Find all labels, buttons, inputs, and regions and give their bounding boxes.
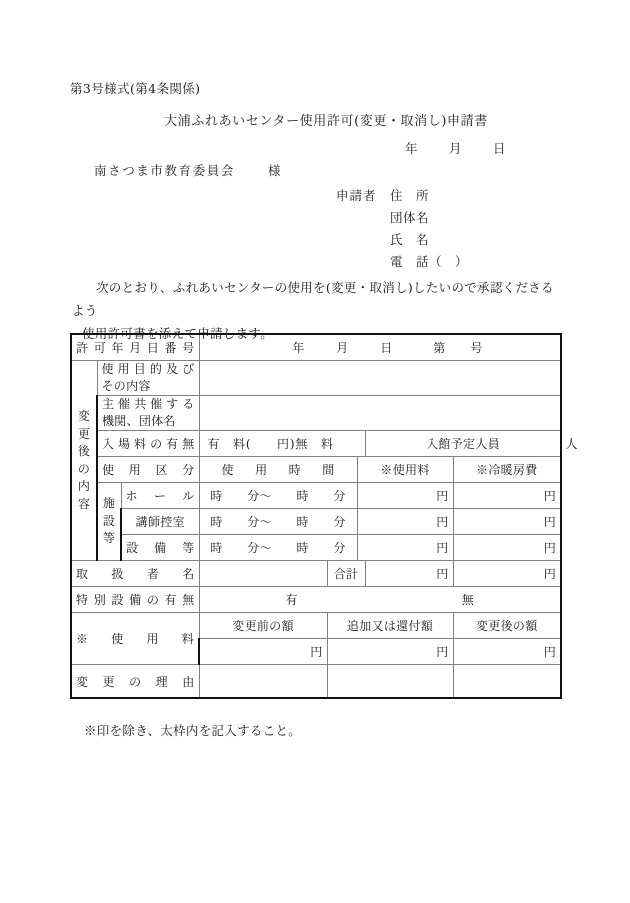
fee-before-unit: 円 [310, 645, 323, 659]
purpose-label-line-1: 使用目的及び [101, 362, 195, 376]
date-day-label: 日 [493, 141, 507, 156]
table-row-purpose [71, 361, 561, 396]
table-row-facility [71, 535, 561, 561]
applicant-spacer-3 [336, 251, 390, 273]
body-line-1: 次のとおり、ふれあいセンターの使用を(変更・取消し)したいので承認くださるよう [72, 280, 554, 318]
applicant-address-label: 住 所 [390, 188, 430, 203]
addressee: 南さつま市教育委員会 [94, 163, 236, 178]
facility-fee-unit-2: 円 [436, 541, 449, 555]
facility-vertical-char-3: 等 [102, 531, 116, 546]
usage-hvac-header: ※冷暖房費 [453, 457, 561, 483]
permit-value-cell[interactable] [199, 334, 561, 361]
table-row-facility [71, 509, 561, 535]
table-row-organizer [71, 396, 561, 431]
section-vertical-char-1: 変 [77, 409, 91, 423]
facility-vertical-char-2: 設 [102, 513, 116, 528]
applicant-group-row [336, 207, 468, 229]
table-row-reason [71, 665, 561, 699]
usage-division-header: 使用区分 [97, 457, 199, 483]
purpose-label-line-2: その内容 [101, 379, 151, 393]
purpose-label [97, 361, 199, 396]
section-vertical-char-2: 更 [77, 426, 91, 441]
applicant-spacer-2 [336, 229, 390, 251]
organizer-label-line-1: 主催共催する [102, 397, 195, 411]
form-number: 第3号様式(第4条関係) [70, 81, 201, 96]
permit-no-prefix: 第 [433, 341, 446, 355]
handler-value[interactable] [199, 561, 327, 587]
usage-fee-header: ※使用料 [357, 457, 453, 483]
facility-fee-unit-0: 円 [436, 489, 449, 503]
application-table [70, 333, 578, 699]
reason-label: 変更の理由 [71, 665, 199, 699]
table-row-fee-change-header [71, 613, 561, 639]
facility-fee-1[interactable] [357, 509, 453, 535]
table-row-usage-header [71, 457, 561, 483]
fee-col-before-header: 変更前の額 [199, 613, 327, 639]
reason-value-2[interactable] [327, 665, 453, 699]
footnote: ※印を除き、太枠内を記入すること。 [84, 723, 302, 738]
special-equipment-options[interactable] [199, 587, 561, 613]
applicant-spacer-1 [336, 207, 390, 229]
organizer-value[interactable] [199, 396, 561, 431]
facility-name-0: ホール [121, 483, 199, 509]
usage-time-header: 使用時間 [199, 457, 357, 483]
table-row-special-equipment [71, 587, 561, 613]
fee-delta-unit: 円 [436, 645, 449, 659]
facility-fee-0[interactable] [357, 483, 453, 509]
fee-after-unit: 円 [543, 645, 557, 659]
capacity-label: 入館予定人員 [365, 431, 561, 457]
applicant-address-row [336, 185, 468, 207]
special-equipment-option-no[interactable]: 無 [461, 593, 475, 607]
applicant-phone-label: 電 話（ ） [390, 254, 469, 269]
facility-time-0[interactable]: 時 分〜 時 分 [199, 483, 357, 509]
permit-month-label: 月 [336, 341, 349, 355]
section-vertical-char-6: 容 [77, 496, 91, 511]
facility-name-1: 講師控室 [121, 509, 199, 535]
facility-time-2[interactable]: 時 分〜 時 分 [199, 535, 357, 561]
table-row-facility [71, 483, 561, 509]
facility-name-2: 設備等 [121, 535, 199, 561]
purpose-value[interactable] [199, 361, 561, 396]
capacity-unit: 人 [565, 437, 578, 451]
facility-vertical-char-1: 施 [102, 496, 116, 511]
section-vertical-label [71, 361, 97, 561]
facility-fee-2[interactable] [357, 535, 453, 561]
reason-value-3[interactable] [453, 665, 561, 699]
facility-hvac-1[interactable] [453, 509, 561, 535]
handler-label: 取扱者名 [71, 561, 199, 587]
total-label: 合計 [327, 561, 365, 587]
total-hvac-cell[interactable] [453, 561, 561, 587]
total-fee-cell[interactable] [365, 561, 453, 587]
facility-time-1[interactable]: 時 分〜 時 分 [199, 509, 357, 535]
special-equipment-option-yes[interactable]: 有 [285, 593, 298, 607]
facility-vertical-label [97, 483, 121, 561]
applicant-block [336, 185, 468, 273]
applicant-name-row [336, 229, 468, 251]
organizer-label-line-2: 機関、団体名 [102, 414, 176, 428]
facility-hvac-unit-2: 円 [543, 541, 557, 555]
applicant-phone-row [336, 251, 468, 273]
addressee-honorific: 様 [268, 163, 281, 178]
date-line [405, 139, 506, 157]
fee-col-after-header: 変更後の額 [453, 613, 561, 639]
section-vertical-char-4: の [77, 461, 91, 476]
document-title: 大浦ふれあいセンター使用許可(変更・取消し)申請書 [164, 114, 488, 129]
facility-hvac-unit-1: 円 [543, 515, 557, 529]
fee-after-value[interactable] [453, 639, 561, 665]
special-equipment-label: 特別設備の有無 [71, 587, 199, 613]
applicant-name-label: 氏 名 [390, 232, 430, 247]
reason-value-1[interactable] [199, 665, 327, 699]
facility-fee-unit-1: 円 [436, 515, 449, 529]
facility-hvac-0[interactable] [453, 483, 561, 509]
total-hvac-unit: 円 [543, 567, 557, 581]
permit-day-label: 日 [380, 341, 393, 355]
admission-value[interactable]: 有 料( 円)無 料 [199, 431, 365, 457]
total-fee-unit: 円 [436, 567, 449, 581]
table-row-admission [71, 431, 561, 457]
date-year-label: 年 [405, 141, 419, 156]
table-row-handler [71, 561, 561, 587]
fee-delta-value[interactable] [327, 639, 453, 665]
section-vertical-char-5: 内 [77, 479, 91, 493]
permit-label: 許可年月日番号 [71, 334, 199, 361]
fee-before-value[interactable] [199, 639, 327, 665]
fee-change-label: ※ 使 用 料 [71, 613, 199, 665]
organizer-label [97, 396, 199, 431]
facility-hvac-2[interactable] [453, 535, 561, 561]
permit-no-suffix: 号 [470, 341, 484, 355]
date-month-label: 月 [449, 141, 463, 156]
fee-col-delta-header: 追加又は還付額 [327, 613, 453, 639]
table-row-permit [71, 334, 561, 361]
section-vertical-char-3: 後 [77, 444, 91, 458]
permit-year-label: 年 [292, 341, 305, 355]
admission-label: 入場料の有無 [97, 431, 199, 457]
applicant-group-label: 団体名 [390, 210, 430, 225]
applicant-lead-label: 申請者 [336, 188, 377, 203]
body-line-2: 使用許可書を添えて申請します。 [82, 326, 274, 341]
facility-hvac-unit-0: 円 [543, 489, 557, 503]
application-table-wrap [70, 333, 578, 699]
